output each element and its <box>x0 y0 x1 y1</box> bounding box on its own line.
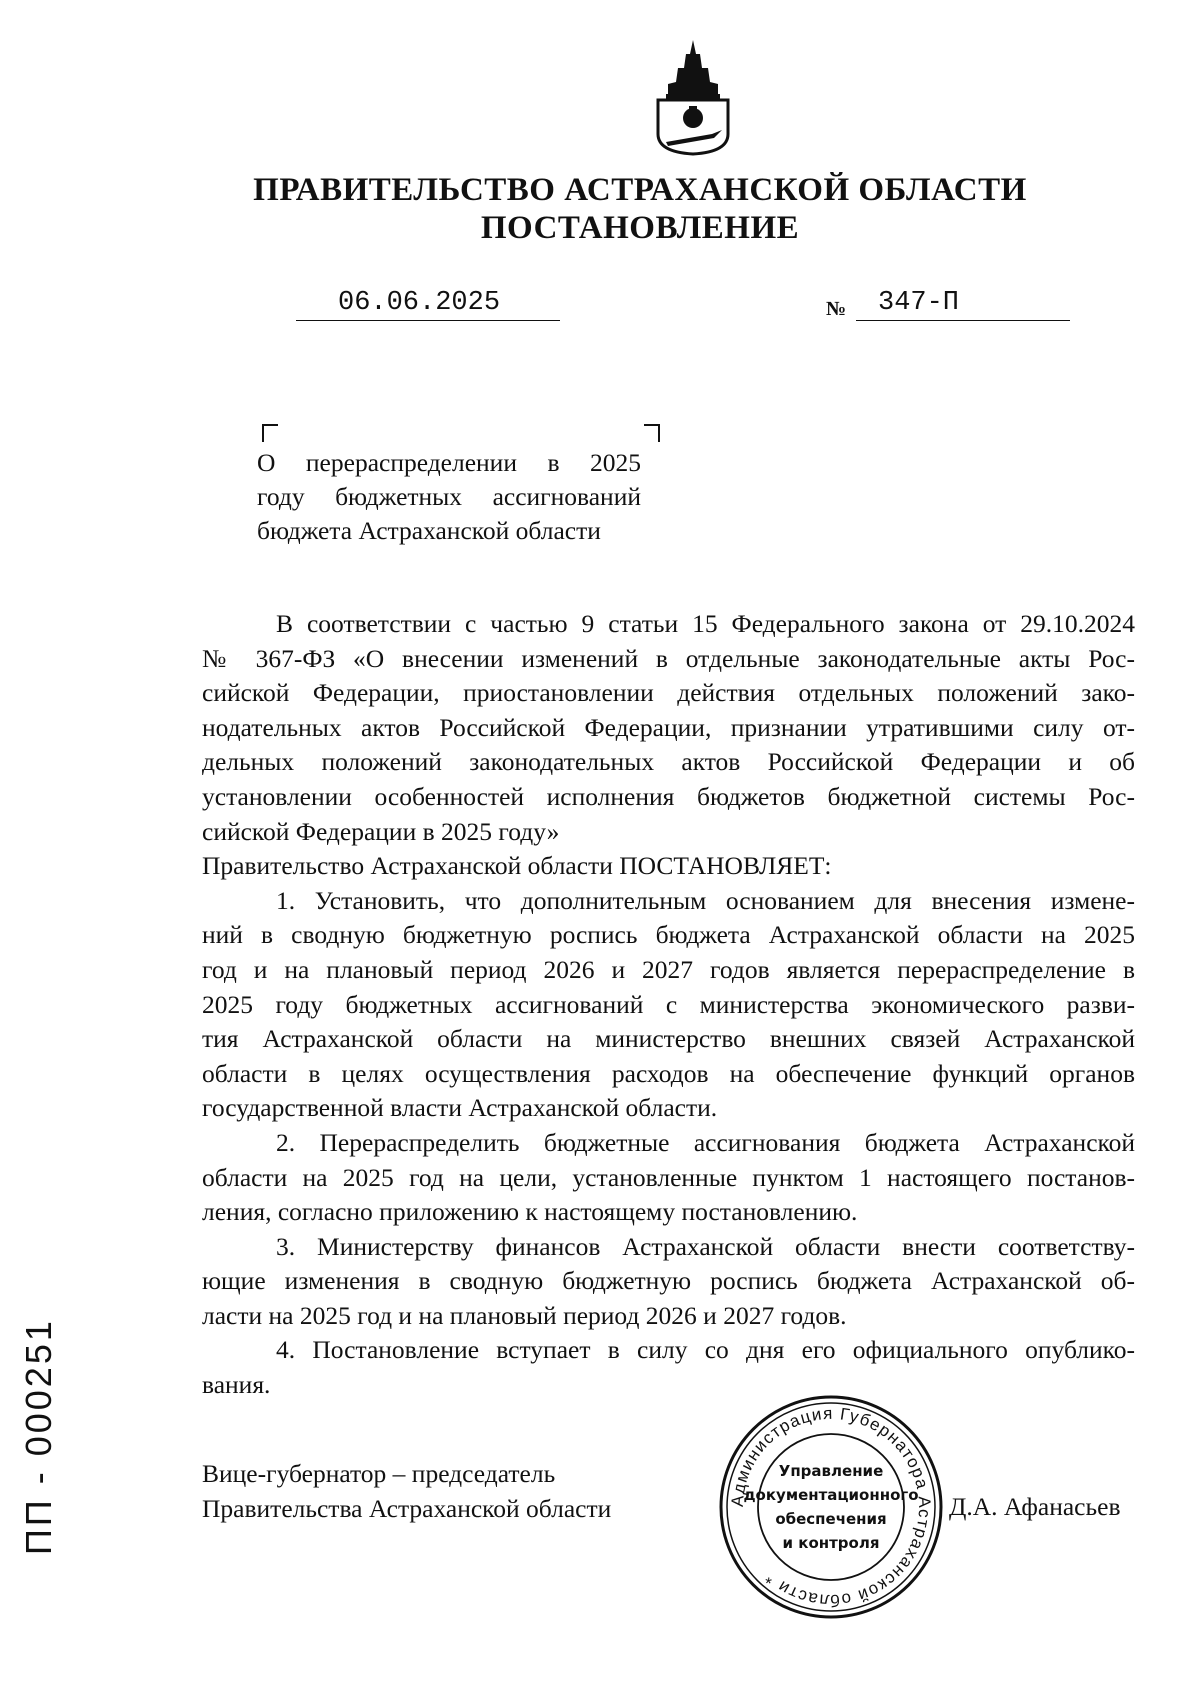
body-line: области на 2025 год на цели, установленные пунктом 1 настоящего постанов- <box>202 1162 1135 1192</box>
document-date: 06.06.2025 <box>338 288 501 318</box>
body-line: ний в сводную бюджетную роспись бюджета Астраханской области на 2025 <box>202 920 1135 950</box>
body-line: 1. Установить, что дополнительным основанием для внесения измене- <box>276 885 1135 915</box>
body-line: В соответствии с частью 9 статьи 15 Федерального закона от 29.10.2024 <box>276 609 1135 638</box>
signatory-name: Д.А. Афанасьев <box>949 1492 1121 1521</box>
body-line: нодательных актов Российской Федерации, признании утратившими силу от- <box>202 712 1135 742</box>
subject-bracket-left <box>262 424 278 442</box>
body-line: государственной власти Астраханской области. <box>202 1093 718 1123</box>
subject-block <box>257 446 641 548</box>
stamp-center-line: и контроля <box>782 1534 880 1552</box>
body-line: ласти на 2025 год и на плановый период 2026 и 2027 годов. <box>202 1300 847 1330</box>
body-line: области в целях осуществления расходов на обеспечение функций органов <box>202 1058 1135 1088</box>
document-body <box>202 607 1135 1403</box>
side-registration-number <box>18 1318 60 1555</box>
number-sign: № <box>826 298 847 320</box>
official-stamp <box>716 1392 946 1622</box>
body-line: установлении особенностей исполнения бюджетов бюджетной системы Рос- <box>202 781 1135 811</box>
body-line: 4. Постановление вступает в силу со дня его официального опублико- <box>276 1335 1135 1365</box>
stamp-center-line: документационного <box>743 1486 919 1504</box>
number-field <box>856 288 1070 321</box>
subject-bracket-right <box>644 424 660 442</box>
body-line: дельных положений законодательных актов Российской Федерации и об <box>202 747 1135 777</box>
body-line: сийской Федерации в 2025 году» <box>202 816 560 846</box>
body-line: вания. <box>202 1370 271 1400</box>
body-line: ления, согласно приложению к настоящему постановлению. <box>202 1197 858 1227</box>
body-line: 2025 году бюджетных ассигнований с министерства экономического разви- <box>202 989 1135 1019</box>
reg-number-text: ПП - 000251 <box>18 1318 59 1555</box>
date-field <box>296 288 560 321</box>
body-line: тия Астраханской области на министерство внешних связей Астраханской <box>202 1024 1135 1054</box>
government-title: ПРАВИТЕЛЬСТВО АСТРАХАНСКОЙ ОБЛАСТИ <box>253 172 1027 208</box>
stamp-center-line: обеспечения <box>775 1510 887 1528</box>
position-line: Правительства Астраханской области <box>202 1493 612 1523</box>
body-line: № 367-ФЗ «О внесении изменений в отдельные законодательные акты Рос- <box>202 643 1135 673</box>
subject-line: бюджета Астраханской области <box>257 516 601 545</box>
body-line: 2. Перераспределить бюджетные ассигнования бюджета Астраханской <box>276 1127 1135 1157</box>
body-line: год и на плановый период 2026 и 2027 годов является перераспределение в <box>202 954 1135 984</box>
signatory-position <box>202 1457 611 1526</box>
stamp-center-line: Управление <box>778 1462 884 1480</box>
stamp-ring-text: Администрация Губернатора Астраханской области * <box>727 1403 935 1611</box>
document-type: ПОСТАНОВЛЕНИЕ <box>480 210 800 246</box>
position-line: Вице-губернатор – председатель <box>202 1459 556 1488</box>
subject-line: году бюджетных ассигнований <box>257 482 641 511</box>
body-line: сийской Федерации, приостановлении действия отдельных положений зако- <box>202 678 1135 708</box>
body-line: ющие изменения в сводную бюджетную роспись бюджета Астраханской об- <box>202 1266 1135 1296</box>
coat-of-arms-icon <box>652 38 734 156</box>
document-number: 347-П <box>878 288 960 318</box>
body-line: 3. Министерству финансов Астраханской области внести соответству- <box>276 1231 1135 1261</box>
body-line: Правительство Астраханской области ПОСТАНОВЛЯЕТ: <box>202 851 832 881</box>
subject-line: О перераспределении в 2025 <box>257 448 641 477</box>
